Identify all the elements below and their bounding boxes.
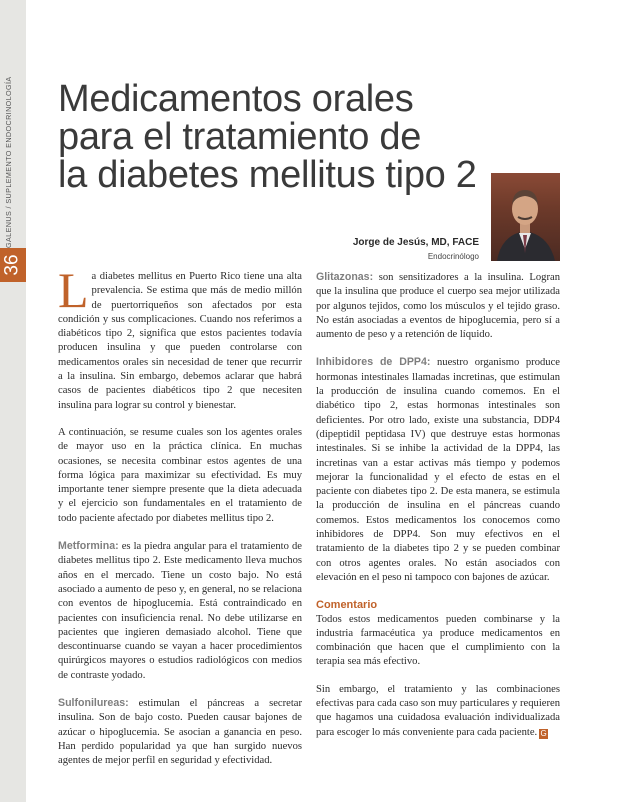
title-line-1: Medicamentos orales xyxy=(58,78,414,120)
agents-paragraph: A continuación, se resume cuales son los agentes orales de mayor uso en la práctica clínica. En muchas ocasiones, se necesita combinar estos agentes de una forma lógica para maximizar su efectividad. Es muy importante tener siempre presente que la dieta adecuada y el ejercicio son fundamentales en el tratamiento de todo paciente afectado por diabetes mellitus tipo 2. xyxy=(58,426,302,524)
drop-cap: L xyxy=(58,262,89,318)
dpp4-paragraph xyxy=(316,355,560,585)
sulfonilureas-paragraph xyxy=(58,696,302,768)
glitazonas-keyword: Glitazonas: xyxy=(316,271,374,283)
author-role: Endocrinólogo xyxy=(427,252,479,261)
intro-text: a diabetes mellitus en Puerto Rico tiene una alta prevalencia. Se estima que más de medio millón de puertorriqueños son afectados por esta condición y sus complicaciones. Cuando nos referimos a diabéticos tipo 2, significa que estos pacientes todavía producen insulina y que pueden controlarse con medicamentos orales sin necesidad de tener que recurrir a la insulina. Sin embargo, debemos aclarar que habrá casos de pacientes diabéticos tipo 2 que necesiten insulina para lograr su control y bienestar. xyxy=(58,271,302,411)
article-title xyxy=(58,80,498,194)
sulfonilureas-text: estimulan el páncreas a secretar insulina. Son de bajo costo. Pueden causar bajones de azúcar o hipoglucemia. Se asocian a ganancia en peso. Han perdido popularidad ya que han surgido nuevos agentes de mejor perfil en seguridad y efectividad. xyxy=(58,698,302,767)
dpp4-text: nuestro organismo produce hormonas intestinales llamadas incretinas, que estimulan la producción de insulina cuando comemos. En el diabético tipo 2, estas hormonas intestinales son deficientes. Por otro lado, existe una substancia, DDP4 (dipeptidil peptidasa IV) que destruye estas hormonas intestinales. Si se inhibe la actividad de la DPP4, las incretinas van a estar activas más tiempo y podemos mejorar la funcionalidad y el efecto de estas en el paciente con diabetes tipo 2. De esta manera, se estimula la producción de insulina en el páncreas cuando comemos. Estos medicamentos los conocemos como inhibidores de DPP4. Son muy efectivos en el tratamiento de la diabetes tipo 2 y se pueden combinar con otros agentes orales. No están asociados con elevación en el peso ni tampoco con bajones de azúcar. xyxy=(316,357,560,583)
page-number-box xyxy=(0,248,26,282)
author-name: Jorge de Jesús, MD, FACE xyxy=(352,237,479,248)
page-number: 36 xyxy=(1,254,23,276)
sulfonilureas-keyword: Sulfonilureas: xyxy=(58,697,129,710)
comentario-heading: Comentario xyxy=(316,599,378,612)
comentario-paragraph-2 xyxy=(316,683,560,740)
comentario-paragraph-1: Todos estos medicamentos pueden combinarse y la industria farmacéutica ya produce medicamentos en combinación que hacen que el cumplimiento con la terapia sea más efectivo. xyxy=(316,613,560,668)
metformina-text: es la piedra angular para el tratamiento de diabetes mellitus tipo 2. Este medicamento lleva muchos años en el mercado. Tiene un costo bajo. No está asociado a aumento de peso y, en general, no se relaciona con eventos de hipoglucemia. Está contraindicado en pacientes con insuficiencia renal. No debe utilizarse en pacientes que ingieren demasiado alcohol. Tiene que descontinuarse cuando se vayan a hacer procedimientos quirúrgicos mayores o estudios radiológicos con medios de contraste yodado. xyxy=(58,541,302,681)
title-line-3: la diabetes mellitus tipo 2 xyxy=(58,154,477,196)
glitazonas-text: son sensitizadores a la insulina. Logran que la insulina que produce el cuerpo sea mejor utilizada por algunos tejidos, como los músculos y el tejido graso. No están asociadas a eventos de hipoglucemia, pero sí a aumento de peso y a retención de líquido. xyxy=(316,272,560,341)
running-head-text: GALENUS / SUPLEMENTO ENDOCRINOLOGÍA xyxy=(4,76,13,248)
title-line-2: para el tratamiento de xyxy=(58,116,422,158)
end-mark-icon: G xyxy=(540,728,547,738)
left-column xyxy=(58,262,302,782)
comentario-text-2: Sin embargo, el tratamiento y las combinaciones efectivas para cada caso son muy particulares y requieren que hagamos una cuidadosa evaluación individualizada para escoger lo más conveniente para cada paciente. xyxy=(316,683,560,738)
right-column xyxy=(316,270,560,753)
metformina-keyword: Metformina: xyxy=(58,540,119,553)
dpp4-keyword: Inhibidores de DPP4: xyxy=(316,356,431,369)
metformina-paragraph xyxy=(58,539,302,683)
glitazonas-paragraph xyxy=(316,270,560,342)
intro-paragraph xyxy=(58,262,302,413)
author-photo xyxy=(491,173,560,261)
